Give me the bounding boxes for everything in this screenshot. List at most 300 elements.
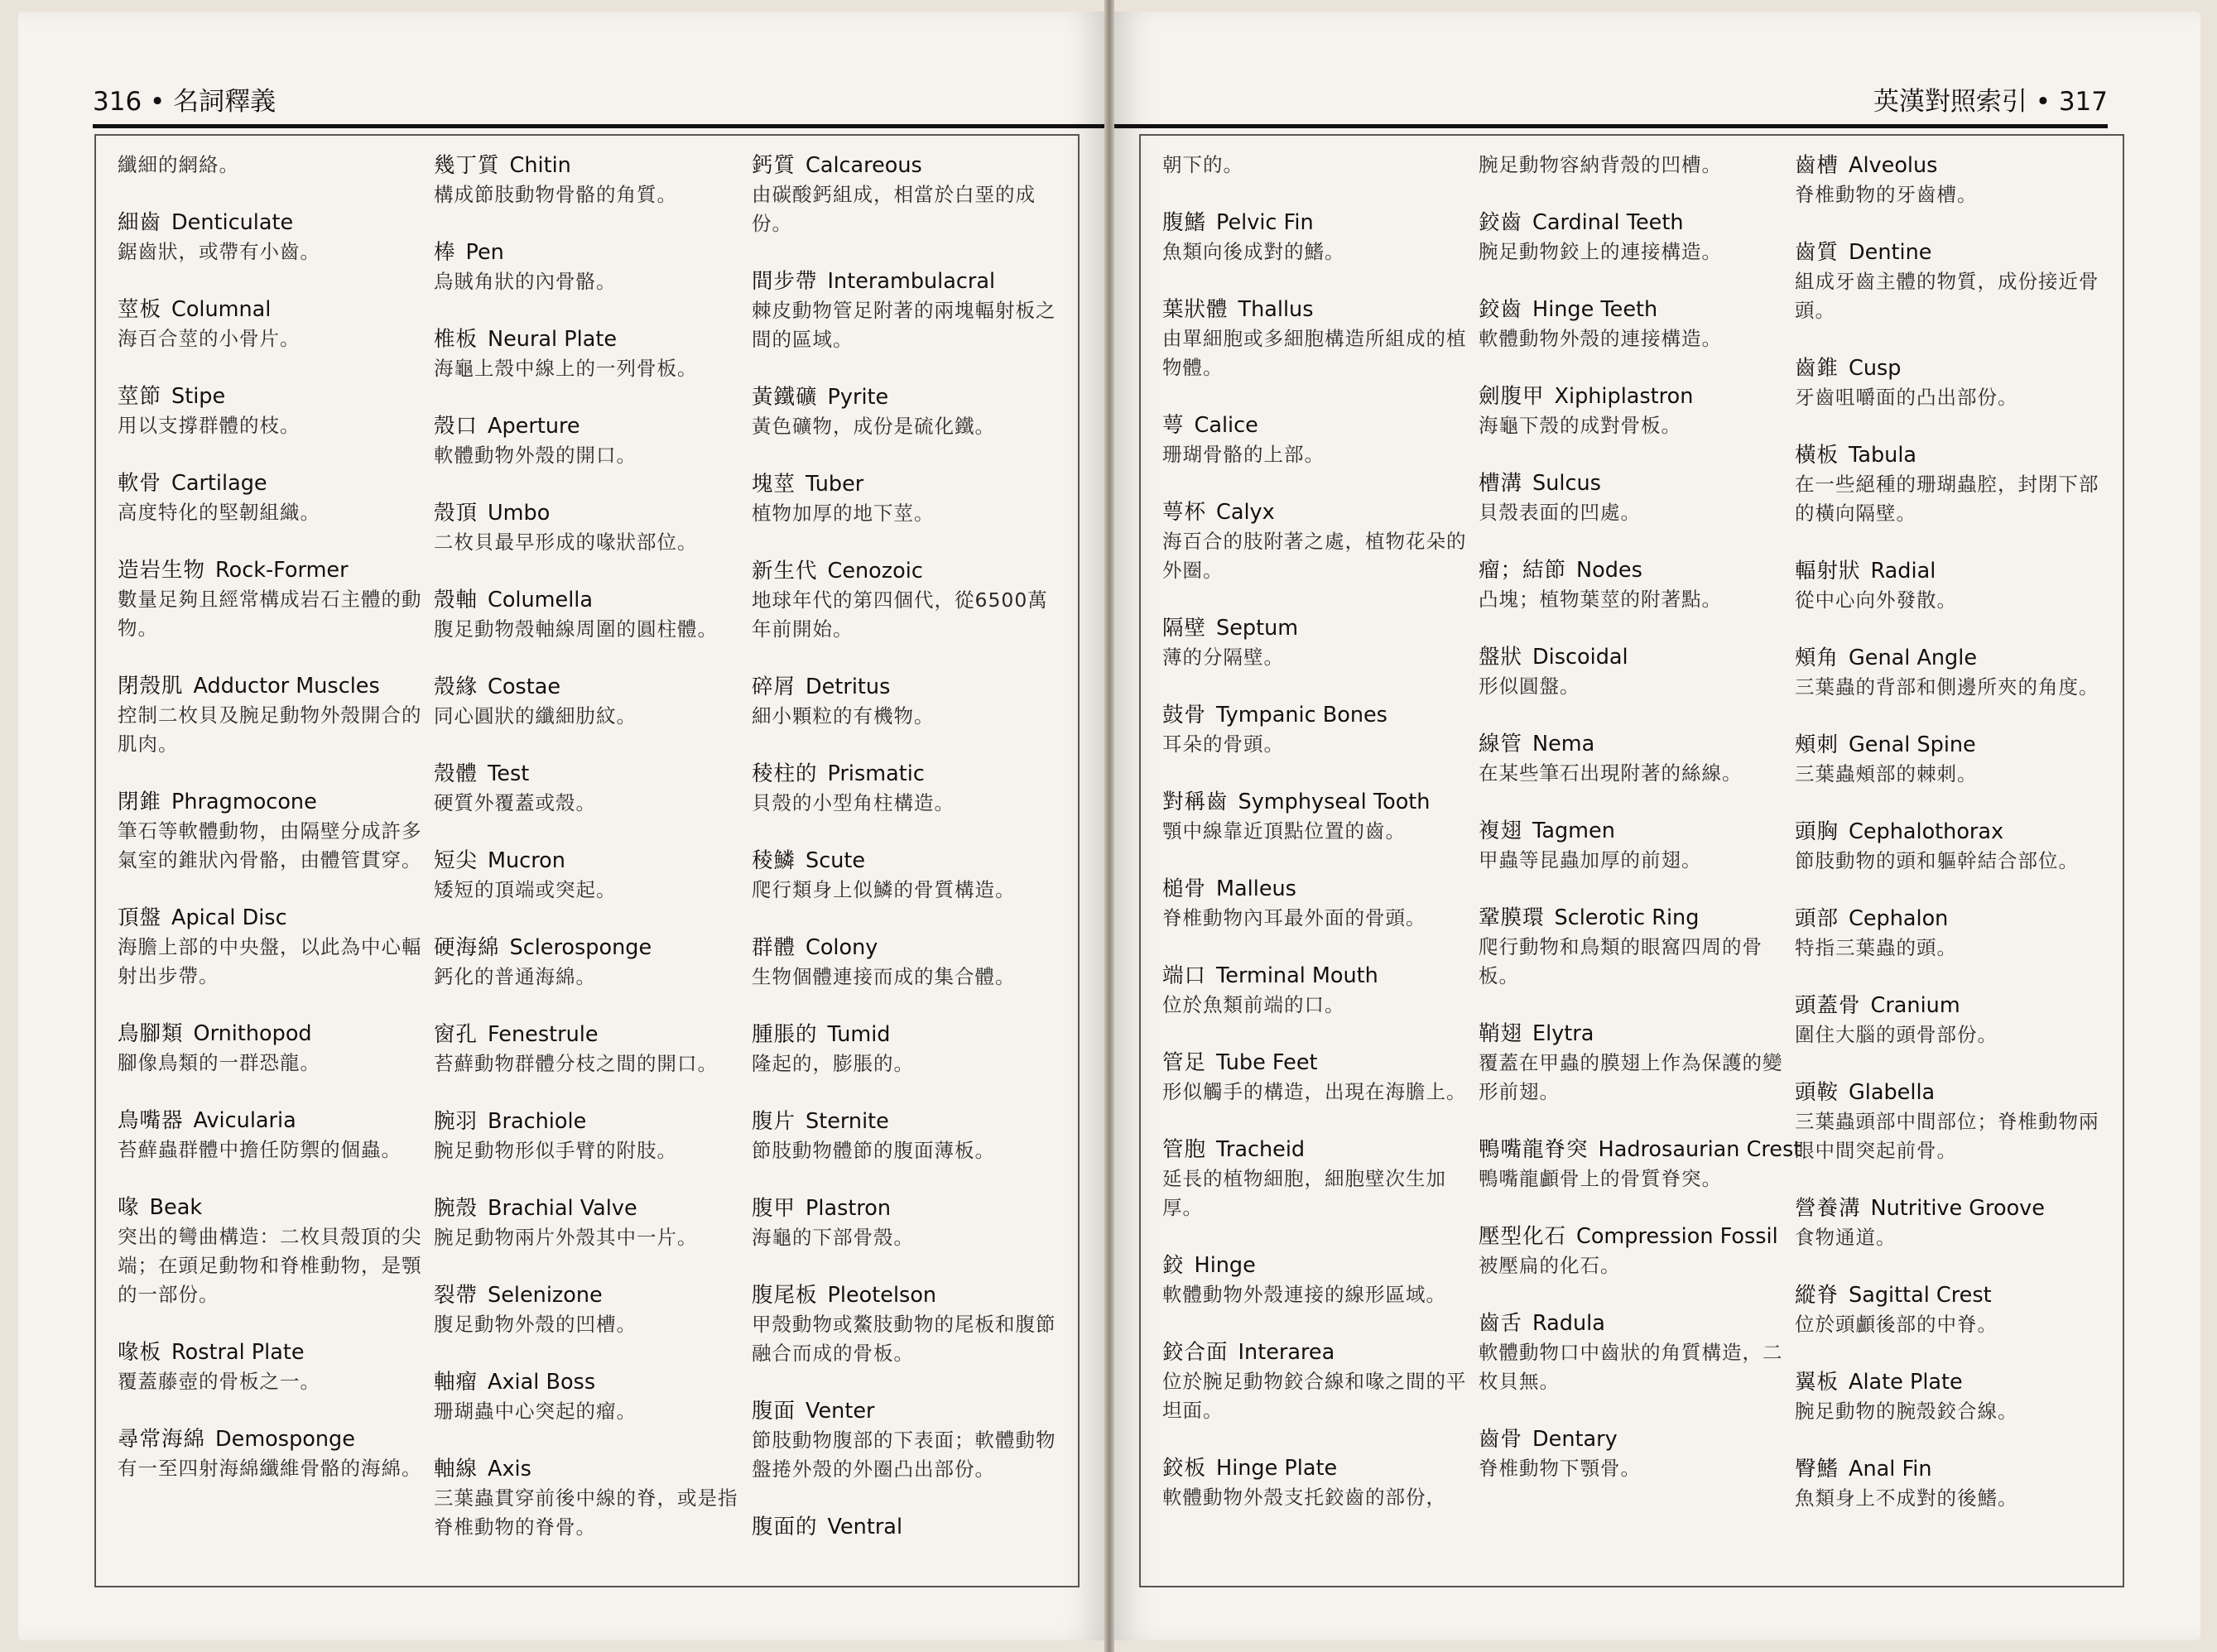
entry-definition: 三葉蟲貫穿前後中線的脊，或是指脊椎動物的脊骨。: [434, 1486, 738, 1539]
term-chinese: 頭部: [1795, 906, 1839, 931]
left-page: [18, 12, 1104, 1640]
entry-definition: 筆石等軟體動物，由隔壁分成許多氣室的錐狀內骨骼，由體管貫穿。: [118, 819, 422, 872]
entry-term: [1479, 1019, 1787, 1049]
term-english: Cephalon: [1849, 906, 1949, 931]
term-english: Sternite: [806, 1109, 889, 1134]
term-chinese: 腹面的: [752, 1515, 818, 1539]
entry-term: [752, 1280, 1060, 1310]
term-chinese: 閉殼肌: [118, 674, 184, 699]
entry-term: [1479, 642, 1787, 672]
entry-term: [1479, 1309, 1787, 1338]
term-chinese: 齒錐: [1795, 356, 1839, 381]
entry-definition: 形似圓盤。: [1479, 675, 1580, 698]
term-english: Mucron: [488, 848, 565, 873]
right-page-title: 英漢對照索引: [1873, 87, 2027, 117]
entry-term: [1162, 497, 1470, 527]
glossary-entry: [1795, 817, 2103, 876]
entry-definition: 圍住大腦的頭骨部份。: [1795, 1023, 1998, 1046]
entry-definition: 用以支撐群體的枝。: [118, 414, 301, 437]
glossary-entry: [1162, 497, 1470, 585]
term-english: Ventral: [827, 1515, 903, 1539]
term-chinese: 隔壁: [1162, 616, 1207, 641]
term-english: Pyrite: [827, 385, 889, 410]
term-english: Demosponge: [215, 1427, 355, 1452]
entry-term: [752, 759, 1060, 789]
entry-definition: 位於頭顱後部的中脊。: [1795, 1313, 1998, 1336]
term-english: Pelvic Fin: [1216, 210, 1314, 235]
glossary-entry: [434, 672, 742, 731]
entry-term: [1162, 874, 1470, 904]
glossary-entry: [1795, 440, 2103, 528]
term-chinese: 橫板: [1795, 443, 1839, 468]
term-chinese: 頭蓋骨: [1795, 993, 1861, 1018]
term-english: Fenestrule: [488, 1022, 599, 1047]
term-english: Dentary: [1532, 1427, 1618, 1452]
entry-definition: 細小顆粒的有機物。: [752, 704, 935, 728]
term-chinese: 腕羽: [434, 1109, 479, 1134]
entry-term: [1162, 961, 1470, 991]
entry-definition: 特指三葉蟲的頭。: [1795, 936, 1957, 959]
entry-definition: 黃色礦物，成份是硫化鐵。: [752, 415, 995, 438]
term-english: Calyx: [1216, 500, 1275, 525]
entry-term: [118, 555, 426, 585]
glossary-entry: [752, 1280, 1060, 1368]
entry-definition: 節肢動物的頭和軀幹結合部位。: [1795, 849, 2079, 872]
entry-term: [434, 411, 742, 441]
term-english: Tuber: [806, 472, 864, 497]
entry-term: [752, 469, 1060, 499]
glossary-entry: [434, 1367, 742, 1426]
entry-definition: 三葉蟲頰部的棘刺。: [1795, 762, 1978, 785]
entry-term: [752, 556, 1060, 586]
glossary-entry: [1162, 787, 1470, 846]
term-english: Hinge Teeth: [1532, 297, 1658, 322]
book-gutter: [1104, 0, 1114, 1652]
entry-definition: 組成牙齒主體的物質，成份接近骨頭。: [1795, 270, 2099, 322]
entry-definition: 珊瑚骨骼的上部。: [1162, 443, 1325, 466]
term-chinese: 複翅: [1479, 819, 1523, 843]
term-chinese: 腹片: [752, 1109, 796, 1134]
term-chinese: 頂盤: [118, 905, 162, 930]
entry-definition: 位於腕足動物鉸合線和喙之間的平坦面。: [1162, 1370, 1467, 1422]
term-english: Nema: [1532, 732, 1595, 756]
glossary-entry: [752, 267, 1060, 354]
entry-term: [1162, 1251, 1470, 1280]
glossary-entry: [1795, 353, 2103, 412]
glossary-entry: [434, 324, 742, 383]
entry-definition: 腳像鳥類的一群恐龍。: [118, 1051, 320, 1074]
glossary-entry: [434, 238, 742, 296]
term-chinese: 硬海綿: [434, 935, 500, 960]
entry-term: [752, 1020, 1060, 1049]
term-chinese: 軟骨: [118, 471, 162, 496]
entry-term: [118, 903, 426, 933]
term-chinese: 鼓骨: [1162, 703, 1207, 728]
entry-term: [1479, 468, 1787, 498]
entry-term: [1162, 1453, 1470, 1483]
entry-definition: 高度特化的堅韌組織。: [118, 501, 320, 524]
left-page-title: 名詞釋義: [173, 87, 277, 117]
term-chinese: 鳥腳類: [118, 1021, 184, 1046]
entry-term: [118, 1424, 426, 1454]
glossary-entry: [118, 555, 426, 643]
entry-definition: 覆蓋藤壺的骨板之一。: [118, 1370, 320, 1393]
term-english: Sagittal Crest: [1849, 1283, 1992, 1308]
term-chinese: 軸瘤: [434, 1370, 479, 1395]
entry-definition: 魚類身上不成對的後鰭。: [1795, 1486, 2018, 1510]
term-english: Tympanic Bones: [1216, 703, 1387, 728]
term-english: Radula: [1532, 1311, 1605, 1336]
glossary-entry: [752, 469, 1060, 528]
entry-term: [1479, 555, 1787, 585]
term-chinese: 營養溝: [1795, 1196, 1861, 1221]
term-chinese: 莖節: [118, 384, 162, 409]
term-chinese: 翼板: [1795, 1370, 1839, 1395]
term-chinese: 莖板: [118, 297, 162, 322]
term-english: Aperture: [488, 414, 580, 439]
entry-term: [434, 933, 742, 963]
entry-definition: 甲蟲等昆蟲加厚的前翅。: [1479, 848, 1702, 872]
entry-term: [1162, 1135, 1470, 1165]
term-chinese: 齒質: [1795, 240, 1839, 265]
term-english: Sulcus: [1532, 471, 1601, 496]
glossary-entry: [434, 1280, 742, 1339]
term-chinese: 腹面: [752, 1399, 796, 1424]
term-chinese: 閉錐: [118, 790, 162, 814]
term-chinese: 鴨嘴龍脊突: [1479, 1137, 1589, 1162]
term-english: Sclerotic Ring: [1554, 905, 1700, 930]
glossary-entry: [118, 208, 426, 267]
term-chinese: 管胞: [1162, 1137, 1207, 1162]
entry-term: [1162, 208, 1470, 238]
term-english: Chitin: [509, 153, 571, 178]
entry-term: [434, 846, 742, 876]
entry-term: [434, 585, 742, 615]
term-chinese: 腕殼: [434, 1196, 479, 1221]
entry-term: [1795, 1193, 2103, 1223]
entry-definition: 同心圓狀的纖細肋紋。: [434, 704, 637, 728]
right-page: [1114, 12, 2200, 1640]
left-column-1: [118, 151, 426, 1511]
entry-definition: 硬質外覆蓋或殼。: [434, 791, 596, 814]
term-english: Avicularia: [193, 1108, 296, 1133]
entry-definition: 薄的分隔壁。: [1162, 646, 1284, 669]
term-chinese: 黃鐵礦: [752, 385, 818, 410]
entry-term: [1795, 556, 2103, 586]
entry-term: [1479, 295, 1787, 324]
term-english: Cephalothorax: [1849, 819, 2004, 844]
term-english: Axial Boss: [488, 1370, 596, 1395]
glossary-entry: [1795, 730, 2103, 789]
term-english: Tracheid: [1216, 1137, 1306, 1162]
glossary-entry: [752, 1396, 1060, 1484]
entry-term: [752, 1193, 1060, 1223]
term-english: Dentine: [1849, 240, 1932, 265]
term-english: Elytra: [1532, 1021, 1594, 1046]
term-english: Phragmocone: [171, 790, 317, 814]
entry-definition: 突出的彎曲構造：二枚貝殼頂的尖端；在頭足動物和脊椎動物，是顎的一部份。: [118, 1225, 422, 1306]
term-chinese: 稜柱的: [752, 761, 818, 786]
term-english: Cusp: [1849, 356, 1902, 381]
glossary-entry: [434, 759, 742, 818]
term-chinese: 輻射狀: [1795, 559, 1861, 583]
entry-term: [434, 1454, 742, 1484]
term-chinese: 端口: [1162, 963, 1207, 988]
term-chinese: 壓型化石: [1479, 1224, 1567, 1249]
entry-definition: 形似觸手的構造，出現在海膽上。: [1162, 1080, 1467, 1103]
term-chinese: 頰角: [1795, 646, 1839, 670]
entry-definition: 甲殼動物或鰲肢動物的尾板和腹節融合而成的骨板。: [752, 1313, 1056, 1365]
glossary-entry: [1795, 556, 2103, 615]
entry-definition: 位於魚類前端的口。: [1162, 993, 1345, 1016]
term-chinese: 腹甲: [752, 1196, 796, 1221]
glossary-entry: [434, 151, 742, 209]
glossary-entry: [434, 1193, 742, 1252]
glossary-entry: [1795, 238, 2103, 325]
entry-term: [434, 759, 742, 789]
term-chinese: 新生代: [752, 559, 818, 583]
term-english: Cranium: [1870, 993, 1960, 1018]
entry-term: [1479, 382, 1787, 411]
entry-definition: 脊椎動物內耳最外面的骨頭。: [1162, 906, 1426, 929]
entry-definition: 貝殼表面的凹處。: [1479, 501, 1641, 524]
glossary-entry: [752, 846, 1060, 905]
entry-definition: 珊瑚蟲中心突起的瘤。: [434, 1400, 637, 1423]
glossary-entry: [752, 151, 1060, 238]
right-column-3: [1795, 151, 2103, 1541]
entry-term: [434, 672, 742, 702]
glossary-entry: [1479, 816, 1787, 875]
glossary-entry: [1162, 208, 1470, 267]
entry-definition: 由碳酸鈣組成，相當於白堊的成份。: [752, 183, 1036, 235]
glossary-entry: [1479, 903, 1787, 991]
term-chinese: 槌骨: [1162, 876, 1207, 901]
term-chinese: 殼頂: [434, 501, 479, 526]
entry-term: [752, 1107, 1060, 1136]
glossary-entry: [118, 468, 426, 527]
glossary-entry: [752, 1512, 1060, 1542]
term-chinese: 齒骨: [1479, 1427, 1523, 1452]
entry-term: [1479, 208, 1787, 238]
entry-definition: 腕足動物容納背殼的凹槽。: [1479, 153, 1722, 176]
entry-definition: 被壓扁的化石。: [1479, 1254, 1621, 1277]
entry-definition: 腹足動物殼軸線周圍的圓柱體。: [434, 617, 718, 641]
term-english: Plastron: [806, 1196, 892, 1221]
term-english: Columella: [488, 588, 593, 612]
entry-definition: 構成節肢動物骨骼的角質。: [434, 183, 677, 206]
glossary-entry: [1795, 1193, 2103, 1252]
entry-definition: 軟體動物外殼的開口。: [434, 444, 637, 467]
entry-term: [1479, 903, 1787, 933]
right-column-2: [1479, 151, 1802, 1511]
term-english: Pleotelson: [827, 1283, 937, 1308]
entry-term: [1795, 151, 2103, 180]
term-english: Xiphiplastron: [1554, 384, 1694, 409]
entry-term: [1479, 1222, 1787, 1251]
header-rule: [93, 124, 1104, 128]
term-english: Tabula: [1849, 443, 1917, 468]
entry-term: [118, 468, 426, 498]
entry-definition: 顎中線靠近頂點位置的齒。: [1162, 819, 1406, 843]
entry-term: [752, 382, 1060, 412]
term-chinese: 萼杯: [1162, 500, 1207, 525]
entry-definition: 海百合莖的小骨片。: [118, 327, 301, 350]
term-english: Interarea: [1238, 1340, 1335, 1365]
entry-term: [1479, 1135, 1802, 1165]
glossary-entry: [1795, 151, 2103, 209]
entry-definition: 腕足動物的腕殼鉸合線。: [1795, 1400, 2018, 1423]
term-english: Terminal Mouth: [1216, 963, 1378, 988]
term-english: Symphyseal Tooth: [1238, 790, 1431, 814]
entry-definition: 爬行類身上似鱗的骨質構造。: [752, 878, 1016, 901]
term-english: Pen: [465, 240, 504, 265]
entry-term: [118, 787, 426, 817]
term-chinese: 稜鱗: [752, 848, 796, 873]
glossary-entry: [118, 671, 426, 759]
entry-definition: 矮短的頂端或突起。: [434, 878, 617, 901]
entry-term: [1795, 1078, 2103, 1107]
entry-term: [1795, 643, 2103, 673]
header-rule: [1114, 124, 2108, 128]
glossary-entry: [118, 1106, 426, 1165]
entry-term: [118, 382, 426, 411]
entry-term: [1479, 1424, 1787, 1454]
term-english: Stipe: [171, 384, 226, 409]
entry-definition: 魚類向後成對的鰭。: [1162, 240, 1345, 263]
entry-term: [752, 933, 1060, 963]
entry-definition: 鴨嘴龍顱骨上的骨質脊突。: [1479, 1167, 1722, 1190]
term-chinese: 頭胸: [1795, 819, 1839, 844]
glossary-entry: [1795, 991, 2103, 1049]
entry-term: [118, 208, 426, 238]
glossary-entry: [1479, 151, 1787, 180]
entry-definition: 在某些筆石出現附著的絲線。: [1479, 761, 1743, 785]
entry-term: [1162, 1048, 1470, 1078]
term-english: Compression Fossil: [1576, 1224, 1778, 1249]
entry-term: [1162, 411, 1470, 440]
term-english: Adductor Muscles: [193, 674, 380, 699]
term-chinese: 槽溝: [1479, 471, 1523, 496]
entry-term: [1795, 991, 2103, 1020]
glossary-entry: [1162, 874, 1470, 933]
glossary-entry: [118, 151, 426, 180]
entry-definition: 覆蓋在甲蟲的膜翅上作為保護的變形前翅。: [1479, 1051, 1783, 1103]
term-chinese: 劍腹甲: [1479, 384, 1545, 409]
entry-definition: 地球年代的第四個代，從6500萬年前開始。: [752, 588, 1048, 641]
glossary-entry: [752, 672, 1060, 731]
entry-definition: 從中心向外發散。: [1795, 588, 1957, 612]
entry-term: [434, 1020, 742, 1049]
entry-definition: 由單細胞或多細胞構造所組成的植物體。: [1162, 327, 1467, 379]
term-chinese: 盤狀: [1479, 645, 1523, 670]
term-english: Umbo: [488, 501, 551, 526]
left-page-number: 316: [93, 87, 142, 117]
glossary-entry: [1795, 1454, 2103, 1513]
term-chinese: 鉸合面: [1162, 1340, 1229, 1365]
right-page-number: 317: [2058, 87, 2108, 117]
entry-term: [1162, 613, 1470, 643]
term-english: Malleus: [1216, 876, 1296, 901]
entry-term: [1162, 1337, 1470, 1367]
term-english: Glabella: [1849, 1080, 1936, 1105]
glossary-entry: [434, 933, 742, 992]
entry-definition: 三葉蟲頭部中間部位；脊椎動物兩眼中間突起前骨。: [1795, 1110, 2099, 1162]
glossary-entry: [118, 787, 426, 875]
entry-definition: 軟體動物外殼支托鉸齒的部份，: [1162, 1486, 1446, 1509]
entry-term: [434, 1107, 742, 1136]
entry-definition: 苔蘚動物群體分枝之間的開口。: [434, 1052, 718, 1075]
term-chinese: 殼軸: [434, 588, 479, 612]
glossary-entry: [1479, 1424, 1787, 1483]
term-english: Brachial Valve: [488, 1196, 637, 1221]
term-chinese: 椎板: [434, 327, 479, 352]
term-chinese: 軸線: [434, 1457, 479, 1482]
term-chinese: 頰刺: [1795, 732, 1839, 757]
term-english: Hinge Plate: [1216, 1456, 1338, 1481]
term-english: Scute: [806, 848, 866, 873]
entry-term: [752, 1512, 1060, 1542]
term-english: Detritus: [806, 675, 891, 699]
entry-term: [434, 151, 742, 180]
glossary-entry: [118, 903, 426, 991]
term-chinese: 齒舌: [1479, 1311, 1523, 1336]
entry-definition: 節肢動物腹部的下表面；軟體動物盤捲外殼的外圈凸出部份。: [752, 1429, 1056, 1481]
term-chinese: 鉸: [1162, 1253, 1185, 1278]
term-english: Tumid: [827, 1022, 891, 1047]
term-chinese: 間步帶: [752, 269, 818, 294]
term-chinese: 鈣質: [752, 153, 796, 178]
entry-definition: 貝殼的小型角柱構造。: [752, 791, 955, 814]
term-english: Calcareous: [806, 153, 922, 178]
glossary-entry: [1162, 1135, 1470, 1222]
entry-term: [1162, 295, 1470, 324]
term-english: Hinge: [1194, 1253, 1256, 1278]
glossary-entry: [118, 1424, 426, 1483]
entry-definition: 脊椎動物下顎骨。: [1479, 1457, 1641, 1480]
term-english: Costae: [488, 675, 561, 699]
entry-term: [752, 267, 1060, 296]
term-chinese: 細齒: [118, 210, 162, 235]
glossary-entry: [752, 1020, 1060, 1078]
glossary-entry: [434, 585, 742, 644]
term-english: Denticulate: [171, 210, 294, 235]
term-english: Prismatic: [827, 761, 925, 786]
term-english: Genal Angle: [1849, 646, 1978, 670]
term-chinese: 喙板: [118, 1340, 162, 1365]
entry-definition: 節肢動物體節的腹面薄板。: [752, 1139, 995, 1162]
glossary-entry: [118, 1193, 426, 1309]
entry-definition: 海龜的下部骨殼。: [752, 1226, 914, 1249]
left-column-3: [752, 151, 1060, 1570]
entry-definition: 海龜下殼的成對骨板。: [1479, 414, 1681, 437]
glossary-entry: [434, 1454, 742, 1542]
entry-term: [752, 672, 1060, 702]
glossary-entry: [752, 759, 1060, 818]
entry-definition: 腹足動物外殼的凹槽。: [434, 1313, 637, 1336]
glossary-entry: [1795, 1078, 2103, 1165]
term-english: Neural Plate: [488, 327, 618, 352]
entry-definition: 棘皮動物管足附著的兩塊輻射板之間的區域。: [752, 299, 1056, 351]
glossary-entry: [434, 1107, 742, 1165]
term-english: Beak: [149, 1195, 203, 1220]
glossary-entry: [752, 933, 1060, 992]
entry-definition: 有一至四射海綿纖維骨骼的海綿。: [118, 1457, 422, 1480]
term-chinese: 腹尾板: [752, 1283, 818, 1308]
term-chinese: 對稱齒: [1162, 790, 1229, 814]
entry-term: [118, 671, 426, 701]
glossary-entry: [118, 1337, 426, 1396]
entry-term: [434, 238, 742, 267]
